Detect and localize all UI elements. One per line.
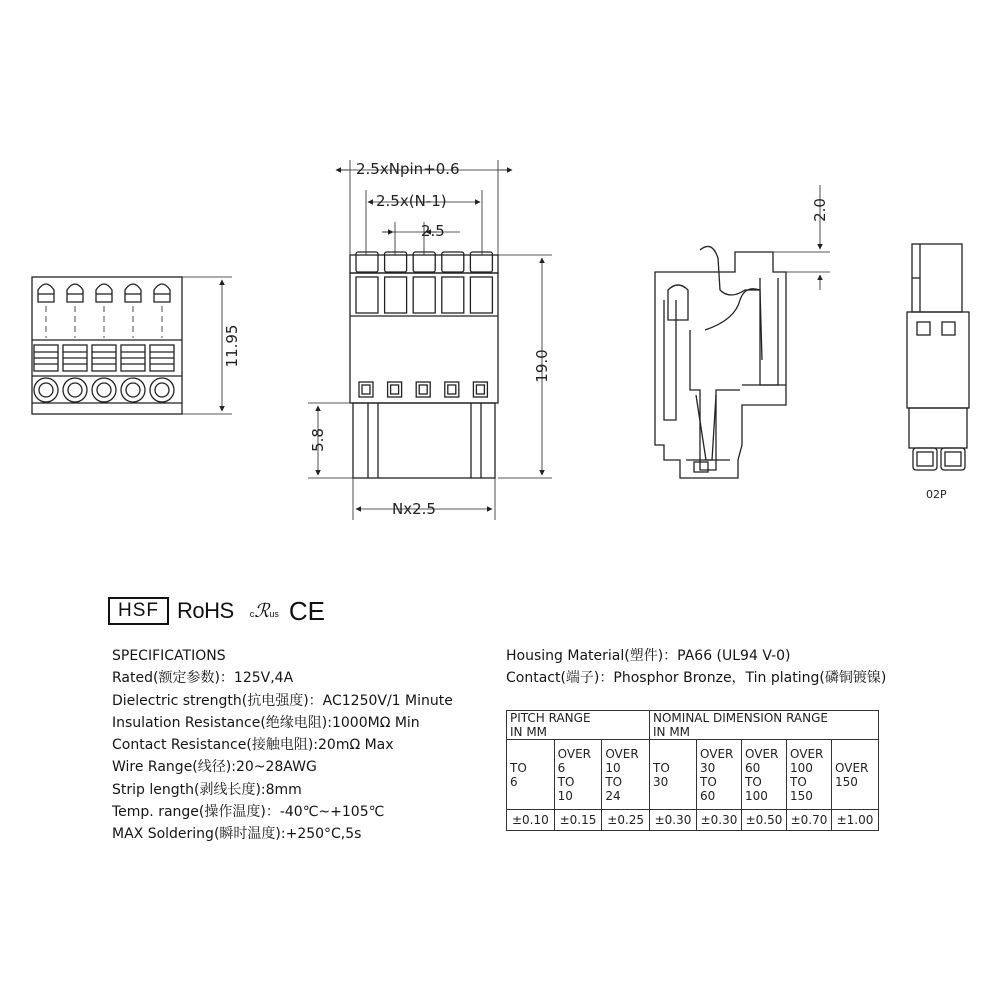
- spec-line: Contact Resistance(接触电阻):20mΩ Max: [112, 737, 394, 754]
- range-cell: OVER 30 TO 60: [697, 740, 742, 810]
- certification-logos: [108, 595, 325, 627]
- tolerance-value: ±0.30: [697, 810, 742, 831]
- tolerance-value: ±1.00: [832, 810, 879, 831]
- pin-cell-front: [442, 252, 464, 397]
- tolerance-table: [506, 710, 879, 831]
- material-block: [506, 645, 886, 690]
- front-view: [350, 252, 498, 478]
- spec-line: Insulation Resistance(绝缘电阻):1000MΩ Min: [112, 714, 420, 731]
- range-cell: TO 6: [507, 740, 555, 810]
- top-view: [32, 277, 182, 414]
- ce-logo: CE: [288, 595, 325, 626]
- part-label: 02P: [926, 488, 947, 501]
- side-section-view: [655, 246, 786, 478]
- spec-line: Wire Range(线径):20~28AWG: [112, 759, 317, 776]
- tolerance-value: ±0.25: [602, 810, 650, 831]
- pin-cell-front: [470, 252, 492, 397]
- pin-cell-front: [413, 252, 435, 397]
- range-cell: TO 30: [650, 740, 697, 810]
- range-cell: OVER 6 TO 10: [554, 740, 602, 810]
- dim-base-width: Nx2.5: [392, 500, 436, 518]
- hsf-logo: HSF: [108, 597, 169, 625]
- contact-material: Contact(端子)：Phosphor Bronze，Tin plating(磷铜镀镍): [506, 670, 887, 687]
- end-view-02p: [907, 244, 969, 470]
- tolerance-value: ±0.10: [507, 810, 555, 831]
- pin-cell-front: [385, 252, 407, 397]
- specifications-title: SPECIFICATIONS: [112, 648, 226, 664]
- range-cell: OVER 60 TO 100: [742, 740, 787, 810]
- spec-line: Rated(额定参数)：125V,4A: [112, 670, 294, 687]
- dim-side-height: 11.95: [223, 324, 241, 368]
- pin-cell-top: [63, 284, 87, 402]
- range-cell: OVER 100 TO 150: [787, 740, 832, 810]
- range-cell: OVER 150: [832, 740, 879, 810]
- pin-cell-top: [150, 284, 174, 402]
- pin-cell-top: [34, 284, 58, 402]
- tolerance-value: ±0.15: [554, 810, 602, 831]
- tolerance-value: ±0.50: [742, 810, 787, 831]
- pin-cell-top: [121, 284, 145, 402]
- range-cell: OVER 10 TO 24: [602, 740, 650, 810]
- dim-pitch: 2.5: [421, 222, 445, 240]
- spec-line: Dielectric strength(抗电强度)：AC1250V/1 Minute: [112, 692, 453, 709]
- rohs-logo: RoHS: [177, 598, 234, 623]
- pin-cell-top: [92, 284, 116, 402]
- dim-total-width: 2.5xNpin+0.6: [356, 160, 460, 178]
- dim-top: 2.0: [811, 198, 829, 222]
- specifications-block: [112, 645, 453, 846]
- spec-line: MAX Soldering(瞬时温度):+250°C,5s: [112, 826, 362, 843]
- tolerance-value: ±0.70: [787, 810, 832, 831]
- pin-cell-front: [356, 252, 378, 397]
- nominal-range-header: NOMINAL DIMENSION RANGE IN MM: [650, 711, 879, 740]
- spec-line: Strip length(剥线长度):8mm: [112, 781, 302, 798]
- tolerance-value: ±0.30: [650, 810, 697, 831]
- ul-logo: cℛus: [249, 600, 279, 622]
- dim-pitch-span: 2.5x(N-1): [376, 192, 447, 210]
- dim-pin-length: 5.8: [309, 428, 327, 452]
- spec-line: Temp. range(操作温度)：-40℃~+105℃: [112, 804, 385, 821]
- dim-body-height: 19.0: [533, 349, 551, 383]
- pitch-range-header: PITCH RANGE IN MM: [507, 711, 650, 740]
- housing-material: Housing Material(塑件)：PA66 (UL94 V-0): [506, 648, 791, 664]
